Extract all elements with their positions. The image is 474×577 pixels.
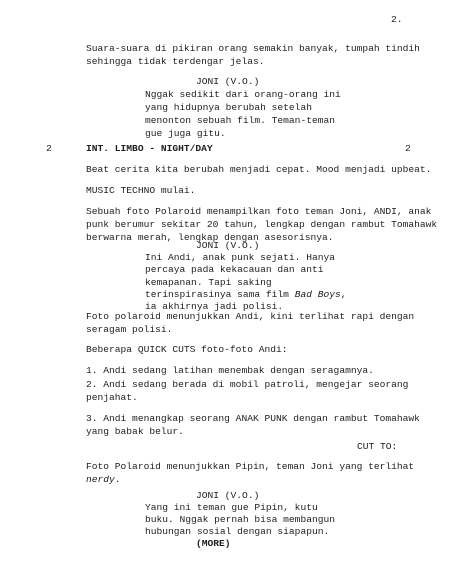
dialogue-line: buku. Nggak pernah bisa membangun (145, 514, 335, 525)
action-line: seragam polisi. (86, 324, 173, 335)
dialogue-line: menonton sebuah film. Teman-teman (145, 115, 335, 126)
list-item-line: 3. Andi menangkap seorang ANAK PUNK dengan rambut Tomahawk (86, 413, 420, 424)
film-title: Bad Boys (294, 289, 341, 300)
transition: CUT TO: (357, 441, 398, 452)
punctuation: . (114, 474, 121, 485)
dialogue-line: percaya pada kekacauan dan anti (145, 264, 324, 275)
page-number: 2. (391, 14, 403, 25)
dialogue-text: terinspirasinya sama film (145, 289, 295, 300)
action-line: Beberapa QUICK CUTS foto-foto Andi: (86, 344, 288, 355)
action-line: punk berumur sekitar 20 tahun, lengkap dengan rambut Tomahawk (86, 219, 438, 230)
action-line: Sebuah foto Polaroid menampilkan foto teman Joni, ANDI, anak (86, 206, 432, 217)
scene-number-left: 2 (46, 143, 52, 154)
character-cue: JONI (V.O.) (196, 240, 260, 251)
dialogue-line: Yang ini teman gue Pipin, kutu (145, 502, 318, 513)
action-line: Foto Polaroid menunjukkan Pipin, teman Joni yang terlihat (86, 461, 415, 472)
scene-number-right: 2 (405, 143, 411, 154)
action-line: MUSIC TECHNO mulai. (86, 185, 196, 196)
dialogue-line: kemapanan. Tapi saking (145, 277, 272, 288)
dialogue-line (145, 289, 347, 302)
scene-heading-text: INT. LIMBO - NIGHT/DAY (86, 143, 213, 154)
more-marker: (MORE) (196, 538, 231, 549)
italic-word: nerdy (86, 474, 115, 485)
action-line: Foto polaroid menunjukkan Andi, kini terlihat rapi dengan (86, 311, 415, 322)
dialogue-text: , (340, 289, 347, 300)
dialogue-line: hubungan sosial dengan siapapun. (145, 526, 330, 537)
action-line: berwarna merah, lengkap dengan asesorisnya. (86, 232, 334, 243)
list-item: 1. Andi sedang latihan menembak dengan seragamnya. (86, 365, 374, 376)
dialogue-line: yang hidupnya berubah setelah (145, 102, 312, 113)
list-item-line: yang babak belur. (86, 426, 184, 437)
list-item-line: penjahat. (86, 392, 138, 403)
character-cue: JONI (V.O.) (196, 490, 260, 501)
action-line: sehingga tidak terdengar jelas. (86, 56, 265, 67)
character-cue: JONI (V.O.) (196, 76, 260, 87)
action-line: Beat cerita kita berubah menjadi cepat. Mood menjadi upbeat. (86, 164, 432, 175)
dialogue-line: ia akhirnya jadi polisi. (145, 301, 284, 312)
dialogue-line: Ini Andi, anak punk sejati. Hanya (145, 252, 335, 263)
dialogue-line: Nggak sedikit dari orang-orang ini (145, 89, 341, 100)
action-line (86, 474, 121, 487)
dialogue-line: gue juga gitu. (145, 128, 226, 139)
list-item-line: 2. Andi sedang berada di mobil patroli, mengejar seorang (86, 379, 409, 390)
action-line: Suara-suara di pikiran orang semakin banyak, tumpah tindih (86, 43, 420, 54)
